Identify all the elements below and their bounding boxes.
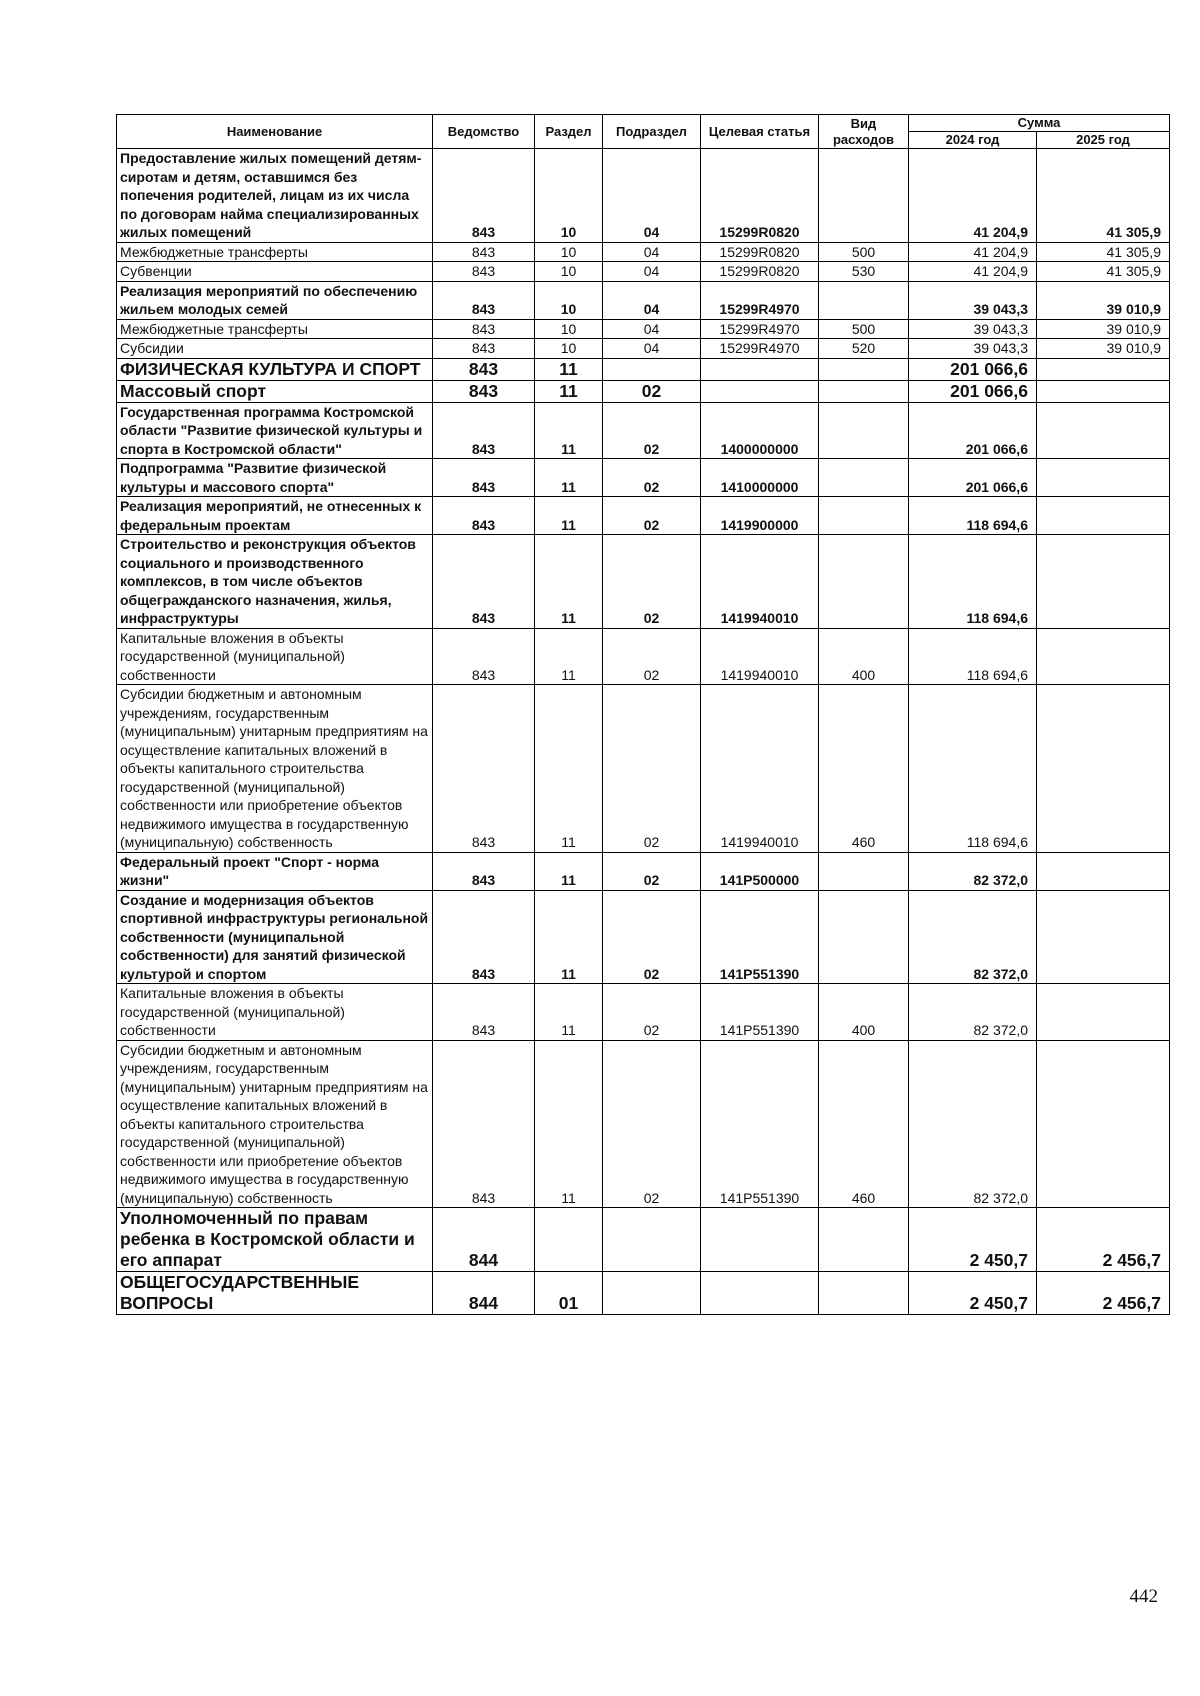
cell-section: 11: [535, 459, 603, 497]
cell-dept: 843: [433, 281, 535, 319]
table-row: [117, 984, 1170, 1041]
cell-section: 11: [535, 380, 603, 402]
table-row: [117, 628, 1170, 685]
cell-name: Межбюджетные трансферты: [117, 242, 433, 262]
cell-subsection: 02: [603, 1040, 701, 1208]
cell-2025: [1037, 358, 1170, 380]
cell-dept: 843: [433, 358, 535, 380]
cell-section: [535, 1208, 603, 1272]
cell-name: Государственная программа Костромской области "Развитие физической культуры и спорта в Костромской области": [117, 402, 433, 459]
cell-name: ОБЩЕГОСУДАРСТВЕННЫЕ ВОПРОСЫ: [117, 1272, 433, 1315]
cell-dept: 843: [433, 262, 535, 282]
cell-name: Субвенции: [117, 262, 433, 282]
cell-target: 1400000000: [701, 402, 819, 459]
cell-subsection: 02: [603, 852, 701, 890]
cell-section: 10: [535, 281, 603, 319]
cell-section: 10: [535, 319, 603, 339]
cell-2024: 118 694,6: [909, 628, 1037, 685]
header-section: Раздел: [535, 115, 603, 149]
cell-dept: 843: [433, 242, 535, 262]
cell-dept: 844: [433, 1208, 535, 1272]
table-row: [117, 1208, 1170, 1272]
cell-name: Межбюджетные трансферты: [117, 319, 433, 339]
header-2025: 2025 год: [1037, 132, 1170, 149]
cell-dept: 843: [433, 685, 535, 853]
cell-target: 1419940010: [701, 685, 819, 853]
cell-target: 1419940010: [701, 535, 819, 629]
cell-subsection: [603, 358, 701, 380]
cell-2025: 39 010,9: [1037, 281, 1170, 319]
cell-subsection: [603, 1272, 701, 1315]
cell-2024: 82 372,0: [909, 890, 1037, 984]
cell-2024: 201 066,6: [909, 459, 1037, 497]
cell-name: Капитальные вложения в объекты государственной (муниципальной) собственности: [117, 984, 433, 1041]
cell-2024: 2 450,7: [909, 1208, 1037, 1272]
cell-dept: 843: [433, 852, 535, 890]
cell-section: 11: [535, 358, 603, 380]
header-sum: Сумма: [909, 115, 1170, 132]
cell-2024: 118 694,6: [909, 535, 1037, 629]
cell-subsection: 02: [603, 984, 701, 1041]
cell-type: [819, 402, 909, 459]
cell-name: ФИЗИЧЕСКАЯ КУЛЬТУРА И СПОРТ: [117, 358, 433, 380]
cell-2025: [1037, 380, 1170, 402]
header-2024: 2024 год: [909, 132, 1037, 149]
table-row: [117, 319, 1170, 339]
table-row: [117, 459, 1170, 497]
cell-type: 500: [819, 242, 909, 262]
cell-dept: 843: [433, 984, 535, 1041]
cell-subsection: 02: [603, 380, 701, 402]
table-row: [117, 281, 1170, 319]
cell-dept: 843: [433, 319, 535, 339]
cell-2025: [1037, 852, 1170, 890]
cell-2025: [1037, 890, 1170, 984]
cell-subsection: 02: [603, 628, 701, 685]
cell-2024: 41 204,9: [909, 149, 1037, 243]
cell-2024: 118 694,6: [909, 497, 1037, 535]
table-row: [117, 685, 1170, 853]
cell-section: 10: [535, 149, 603, 243]
header-dept: Ведомство: [433, 115, 535, 149]
cell-subsection: 02: [603, 459, 701, 497]
cell-2024: 82 372,0: [909, 1040, 1037, 1208]
cell-type: [819, 890, 909, 984]
cell-subsection: 02: [603, 685, 701, 853]
cell-subsection: 04: [603, 242, 701, 262]
cell-name: Предоставление жилых помещений детям-сиротам и детям, оставшимся без попечения родителей, лицам из их числа по договорам найма специализированных жилых помещений: [117, 149, 433, 243]
cell-section: 11: [535, 984, 603, 1041]
cell-section: 11: [535, 852, 603, 890]
cell-type: [819, 380, 909, 402]
cell-target: 141P551390: [701, 1040, 819, 1208]
cell-target: 15299R4970: [701, 281, 819, 319]
cell-type: 500: [819, 319, 909, 339]
cell-2024: 39 043,3: [909, 319, 1037, 339]
table-row: [117, 149, 1170, 243]
cell-2025: [1037, 685, 1170, 853]
cell-2024: 82 372,0: [909, 852, 1037, 890]
cell-target: 15299R0820: [701, 242, 819, 262]
table-header-row: [117, 115, 1170, 132]
cell-2025: 41 305,9: [1037, 242, 1170, 262]
cell-2024: 82 372,0: [909, 984, 1037, 1041]
cell-section: 01: [535, 1272, 603, 1315]
cell-2025: [1037, 497, 1170, 535]
cell-name: Капитальные вложения в объекты государственной (муниципальной) собственности: [117, 628, 433, 685]
cell-subsection: 02: [603, 402, 701, 459]
table-row: [117, 535, 1170, 629]
cell-2024: 201 066,6: [909, 358, 1037, 380]
cell-target: [701, 1272, 819, 1315]
table-row: [117, 402, 1170, 459]
cell-name: Субсидии: [117, 339, 433, 359]
cell-dept: 843: [433, 149, 535, 243]
cell-dept: 843: [433, 380, 535, 402]
cell-name: Реализация мероприятий, не отнесенных к федеральным проектам: [117, 497, 433, 535]
cell-section: 11: [535, 402, 603, 459]
cell-subsection: 04: [603, 319, 701, 339]
cell-target: [701, 358, 819, 380]
cell-2025: 39 010,9: [1037, 339, 1170, 359]
cell-subsection: 04: [603, 262, 701, 282]
table-row: [117, 1040, 1170, 1208]
cell-section: 11: [535, 628, 603, 685]
cell-name: Массовый спорт: [117, 380, 433, 402]
cell-type: [819, 149, 909, 243]
cell-2025: 41 305,9: [1037, 149, 1170, 243]
cell-section: 10: [535, 242, 603, 262]
cell-type: [819, 459, 909, 497]
cell-name: Субсидии бюджетным и автономным учреждениям, государственным (муниципальным) унитарным предприятиям на осуществление капитальных вложений в объекты капитального строительства государственной (муниципальной) собственности или приобретение объектов недвижимого имущества в государственную (муниципальную) собственность: [117, 685, 433, 853]
cell-type: [819, 852, 909, 890]
table-row: [117, 890, 1170, 984]
table-row: [117, 262, 1170, 282]
cell-dept: 843: [433, 628, 535, 685]
cell-subsection: 02: [603, 535, 701, 629]
cell-type: [819, 1272, 909, 1315]
cell-name: Субсидии бюджетным и автономным учреждениям, государственным (муниципальным) унитарным предприятиям на осуществление капитальных вложений в объекты капитального строительства государственной (муниципальной) собственности или приобретение объектов недвижимого имущества в государственную (муниципальную) собственность: [117, 1040, 433, 1208]
table-row: [117, 339, 1170, 359]
header-target: Целевая статья: [701, 115, 819, 149]
cell-type: [819, 497, 909, 535]
table-row: [117, 852, 1170, 890]
cell-2025: [1037, 1040, 1170, 1208]
header-subsection: Подраздел: [603, 115, 701, 149]
cell-section: 10: [535, 339, 603, 359]
cell-target: 141P551390: [701, 890, 819, 984]
cell-target: 1410000000: [701, 459, 819, 497]
cell-type: 460: [819, 1040, 909, 1208]
cell-target: [701, 380, 819, 402]
cell-2025: [1037, 402, 1170, 459]
cell-type: 400: [819, 984, 909, 1041]
cell-type: 530: [819, 262, 909, 282]
page-number: 442: [1129, 1586, 1158, 1607]
table-row: [117, 497, 1170, 535]
cell-target: 15299R0820: [701, 262, 819, 282]
cell-name: Создание и модернизация объектов спортивной инфраструктуры региональной собственности (муниципальной собственности) для занятий физической культурой и спортом: [117, 890, 433, 984]
cell-dept: 843: [433, 1040, 535, 1208]
cell-subsection: 02: [603, 890, 701, 984]
cell-2025: [1037, 984, 1170, 1041]
cell-type: 520: [819, 339, 909, 359]
table-row: [117, 1272, 1170, 1315]
cell-2025: 41 305,9: [1037, 262, 1170, 282]
table-body: [117, 149, 1170, 1315]
cell-2025: 2 456,7: [1037, 1208, 1170, 1272]
cell-subsection: 02: [603, 497, 701, 535]
cell-name: Строительство и реконструкция объектов социального и производственного комплексов, в том числе объектов общегражданского назначения, жилья, инфраструктуры: [117, 535, 433, 629]
cell-2024: 39 043,3: [909, 339, 1037, 359]
cell-type: 460: [819, 685, 909, 853]
header-type: Вид расходов: [819, 115, 909, 149]
cell-subsection: 04: [603, 149, 701, 243]
cell-2025: 39 010,9: [1037, 319, 1170, 339]
cell-target: 15299R4970: [701, 319, 819, 339]
cell-2024: 41 204,9: [909, 262, 1037, 282]
cell-2024: 39 043,3: [909, 281, 1037, 319]
cell-name: Федеральный проект "Спорт - норма жизни": [117, 852, 433, 890]
cell-section: 11: [535, 890, 603, 984]
cell-target: 141P551390: [701, 984, 819, 1041]
cell-type: [819, 1208, 909, 1272]
cell-type: [819, 358, 909, 380]
cell-section: 11: [535, 497, 603, 535]
cell-type: [819, 281, 909, 319]
cell-dept: 843: [433, 459, 535, 497]
cell-name: Реализация мероприятий по обеспечению жильем молодых семей: [117, 281, 433, 319]
cell-target: 15299R0820: [701, 149, 819, 243]
cell-dept: 843: [433, 497, 535, 535]
cell-name: Уполномоченный по правам ребенка в Костромской области и его аппарат: [117, 1208, 433, 1272]
cell-section: 10: [535, 262, 603, 282]
table-row: [117, 380, 1170, 402]
cell-section: 11: [535, 535, 603, 629]
cell-2024: 201 066,6: [909, 380, 1037, 402]
cell-name: Подпрограмма "Развитие физической культуры и массового спорта": [117, 459, 433, 497]
cell-2025: [1037, 459, 1170, 497]
cell-2025: [1037, 628, 1170, 685]
table-row: [117, 358, 1170, 380]
cell-subsection: 04: [603, 281, 701, 319]
cell-section: 11: [535, 685, 603, 853]
cell-section: 11: [535, 1040, 603, 1208]
cell-target: 15299R4970: [701, 339, 819, 359]
cell-dept: 844: [433, 1272, 535, 1315]
cell-2024: 2 450,7: [909, 1272, 1037, 1315]
header-name: Наименование: [117, 115, 433, 149]
cell-dept: 843: [433, 339, 535, 359]
cell-2025: 2 456,7: [1037, 1272, 1170, 1315]
cell-target: 1419940010: [701, 628, 819, 685]
cell-2025: [1037, 535, 1170, 629]
budget-table: [116, 114, 1170, 1315]
cell-2024: 41 204,9: [909, 242, 1037, 262]
cell-target: 1419900000: [701, 497, 819, 535]
table-row: [117, 242, 1170, 262]
cell-type: 400: [819, 628, 909, 685]
cell-2024: 201 066,6: [909, 402, 1037, 459]
cell-target: 141P500000: [701, 852, 819, 890]
cell-type: [819, 535, 909, 629]
cell-subsection: [603, 1208, 701, 1272]
cell-subsection: 04: [603, 339, 701, 359]
cell-dept: 843: [433, 535, 535, 629]
cell-dept: 843: [433, 402, 535, 459]
cell-target: [701, 1208, 819, 1272]
cell-2024: 118 694,6: [909, 685, 1037, 853]
cell-dept: 843: [433, 890, 535, 984]
